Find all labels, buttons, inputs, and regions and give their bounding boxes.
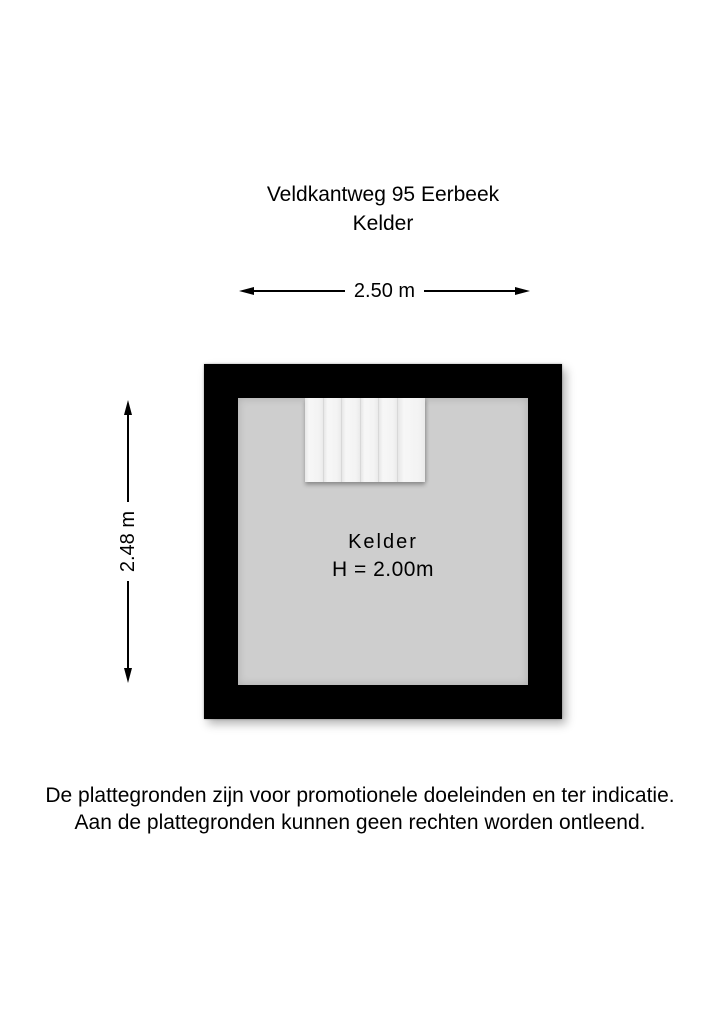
height-dimension [118, 400, 138, 683]
stair-step [361, 398, 380, 482]
title-floor-name: Kelder [352, 212, 414, 235]
disclaimer-line-2: Aan de plattegronden kunnen geen rechten worden ontleend. [74, 811, 646, 834]
arrowhead-up-icon [124, 400, 132, 415]
arrowhead-right-icon [515, 287, 530, 295]
dimension-line [254, 290, 345, 292]
room-height-label: H = 2.00m [332, 558, 434, 581]
stairs [305, 398, 425, 482]
stair-step [324, 398, 343, 482]
dimension-line [127, 415, 129, 502]
room-name-label: Kelder [348, 531, 418, 553]
width-dimension-label: 2.50 m [353, 279, 416, 302]
stair-step [379, 398, 398, 482]
dimension-line [424, 290, 515, 292]
stair-step [342, 398, 361, 482]
disclaimer-line-1: De plattegronden zijn voor promotionele doeleinden en ter indicatie. [45, 784, 675, 807]
arrowhead-down-icon [124, 668, 132, 683]
room-label [238, 528, 528, 584]
arrowhead-left-icon [239, 287, 254, 295]
stair-step [398, 398, 425, 482]
floorplan-kelder [204, 364, 562, 719]
dimension-line [127, 581, 129, 668]
title-address: Veldkantweg 95 Eerbeek [266, 183, 500, 206]
disclaimer [0, 782, 720, 836]
height-dimension-label: 2.48 m [117, 510, 139, 573]
room-kelder [238, 398, 528, 685]
stair-step [305, 398, 324, 482]
page-title [204, 180, 562, 238]
width-dimension [239, 279, 530, 302]
